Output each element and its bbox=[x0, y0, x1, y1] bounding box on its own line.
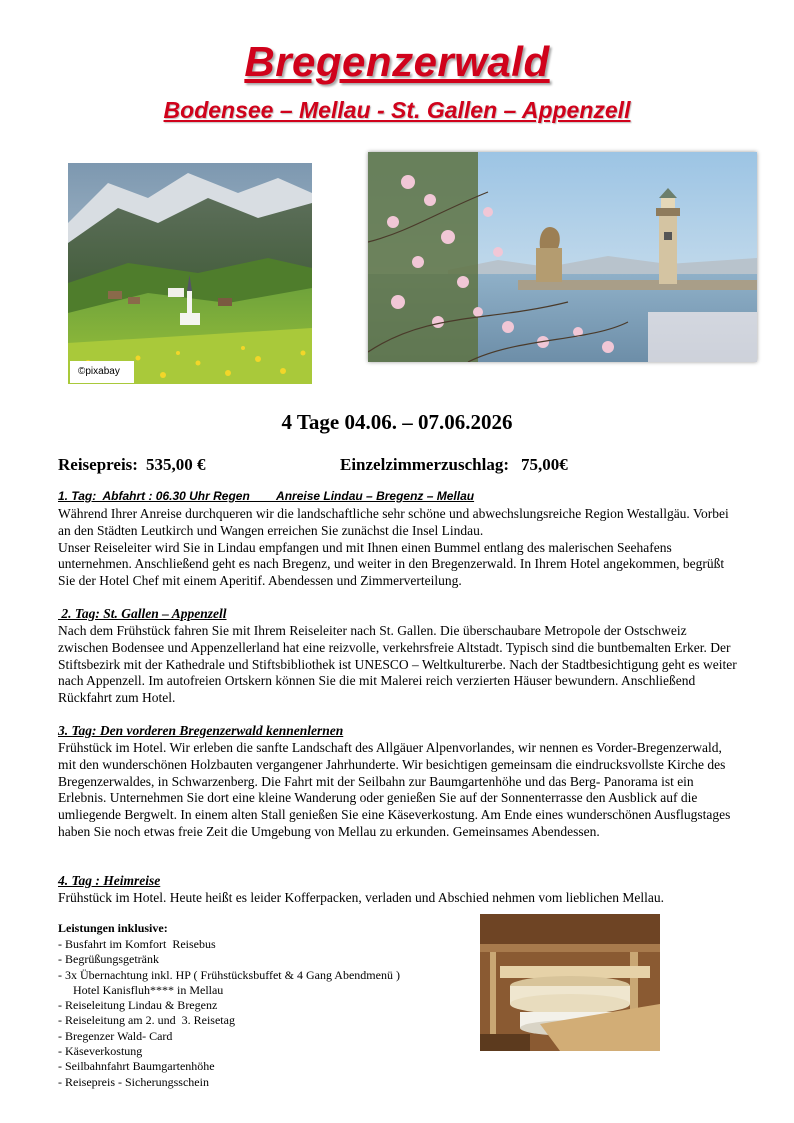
service-item: Hotel Kanisfluh**** in Mellau bbox=[58, 982, 224, 997]
day-3-paragraph: Frühstück im Hotel. Wir erleben die sanfte Landschaft des Allgäuer Alpenvorlandes, wir nennen es Vorder-Bregenzerwald, mit den wunderschönen Holzbauten vergangener Jahrhunderte. Wir besichtigen gemeinsam die eindrucksvollste Kirche des Bregenzerwaldes, in Schwarzenberg. Die Fahrt mit der Seilbahn zur Baumgartenhöhe und das Berg- Panorama ist ein Erlebnis. Unternehmen Sie dort eine kleine Wanderung oder genießen Sie auf der Sonnenterrasse den Ausblick auf die umliegende Bergwelt. In einem alten Stall genießen Sie eine Käseverkostung. Am Ende eines wunderschönen Ausflugstages haben Sie noch etwas freie Zeit die Umgebung von Mellau zu erkunden. Gemeinsames Abendessen. bbox=[58, 740, 731, 839]
day-1-heading: 1. Tag: Abfahrt : 06.30 Uhr Regen Anreise Lindau – Bregenz – Mellau bbox=[58, 489, 475, 503]
service-item: - Begrüßungsgetränk bbox=[58, 952, 159, 967]
day-2-heading: 2. Tag: St. Gallen – Appenzell bbox=[58, 606, 227, 621]
photo-credit: ©pixabay bbox=[70, 361, 134, 383]
service-item: - Bregenzer Wald- Card bbox=[58, 1028, 173, 1043]
trip-dates: 4 Tage 04.06. – 07.06.2026 bbox=[281, 410, 513, 434]
page-subtitle: Bodensee – Mellau - St. Gallen – Appenzell bbox=[163, 97, 631, 123]
price-value: 535,00 € bbox=[145, 455, 206, 474]
service-item: - Busfahrt im Komfort Reisebus bbox=[58, 937, 216, 951]
day-3-heading: 3. Tag: Den vorderen Bregenzerwald kennenlernen bbox=[58, 723, 344, 738]
services-list bbox=[58, 937, 400, 1090]
service-item: - Reiseleitung Lindau & Bregenz bbox=[58, 998, 218, 1013]
page-title: Bregenzerwald bbox=[244, 38, 550, 85]
day-4-paragraph: Frühstück im Hotel. Heute heißt es leider Kofferpacken, verladen und Abschied nehmen vom lieblichen Mellau. bbox=[58, 890, 664, 905]
day-3-text bbox=[58, 740, 738, 841]
mountain-meadow-village-photo bbox=[68, 163, 312, 384]
day-4-heading: 4. Tag : Heimreise bbox=[58, 873, 161, 888]
cheese-wheel-press-photo bbox=[480, 914, 660, 1051]
day-1-paragraph: Während Ihrer Anreise durchqueren wir die landschaftliche sehr schöne und abwechslungsreiche Region Westallgäu. Vorbei an den Städten Leutkirch und Wangen erreichen Sie zunächst die Insel Lindau. bbox=[58, 506, 729, 538]
day-2-text bbox=[58, 623, 738, 707]
single-supplement-value: 75,00€ bbox=[521, 455, 568, 474]
service-item: - Reisepreis - Sicherungsschein bbox=[58, 1074, 209, 1089]
price-label: Reisepreis: bbox=[58, 455, 138, 474]
service-item: - 3x Übernachtung inkl. HP ( Frühstücksbuffet & 4 Gang Abendmenü ) bbox=[58, 967, 400, 982]
lindau-harbour-lighthouse-photo bbox=[368, 152, 757, 362]
single-supplement-label: Einzelzimmerzuschlag: bbox=[340, 455, 510, 474]
day-4-text bbox=[58, 890, 738, 907]
day-1-paragraph: Unser Reiseleiter wird Sie in Lindau empfangen und mit Ihnen einen Bummel entlang des malerischen Seehafens unternehmen. Anschließend geht es nach Bregenz, und weiter in den Bregenzerwald. In Ihrem Hotel angekommen, begrüßt Sie der Hotel Chef mit einem Aperitif. Abendessen und Zimmerverteilung. bbox=[58, 539, 725, 589]
service-item: - Käseverkostung bbox=[58, 1044, 143, 1059]
service-item: - Seilbahnfahrt Baumgartenhöhe bbox=[58, 1059, 215, 1074]
day-1-text bbox=[58, 506, 738, 590]
day-2-paragraph: Nach dem Frühstück fahren Sie mit Ihrem Reiseleiter nach St. Gallen. Die überschaubare Metropole der Ostschweiz zwischen Bodensee und Appenzellerland hat eine reizvolle, verkehrsfreie Altstadt. Typisch sind die buntbemalten Erker. Der Stiftsbezirk mit der Kathedrale und Stiftsbibliothek ist UNESCO – Weltkulturerbe. Nach der Stadtbesichtigung geht es weiter nach Appenzell. Im autofreien Ortskern können Sie die mit Malerei reich verzierten Häuser bewundern. Anschließend Rückfahrt zum Hotel. bbox=[58, 623, 737, 706]
services-heading: Leistungen inklusive: bbox=[58, 921, 168, 935]
single-supplement-line bbox=[340, 455, 568, 475]
service-item: - Reiseleitung am 2. und 3. Reisetag bbox=[58, 1013, 235, 1028]
price-line bbox=[58, 455, 205, 475]
